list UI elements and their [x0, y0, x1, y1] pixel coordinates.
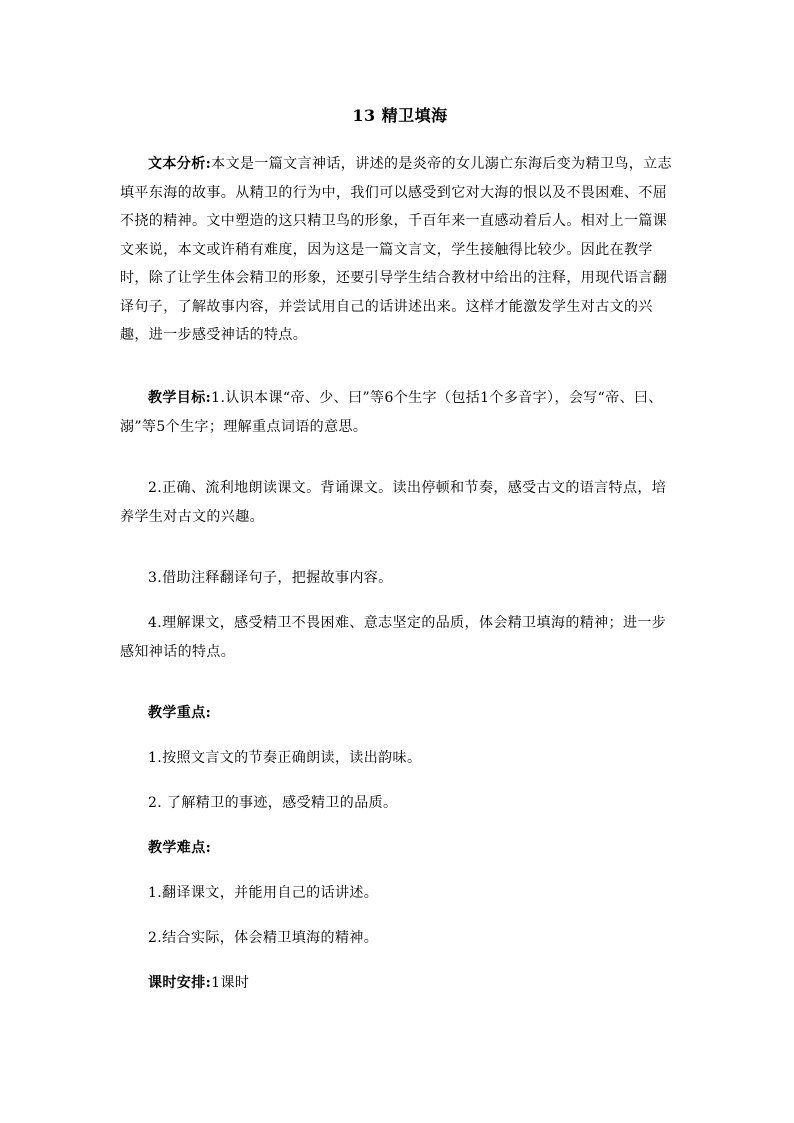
title-text: 精卫填海: [381, 106, 448, 125]
title-number: 13: [352, 106, 376, 125]
schedule-label: 课时安排:: [148, 975, 212, 991]
teaching-goal-3: 3.借助注释翻译句子，把握故事内容。: [148, 570, 393, 586]
page-title: [120, 104, 680, 128]
teaching-goals-label: 教学目标:: [148, 390, 212, 406]
teaching-goals-paragraph: [120, 384, 680, 441]
teaching-goal-4: 4.理解课文，感受精卫不畏困难、意志坚定的品质，体会精卫填海的精神；进一步感知神话的特点。: [120, 615, 667, 660]
teaching-goal-1: 1.认识本课“帝、少、曰”等6个生字（包括1个多音字），会写“帝、曰、溺”等5个生字；理解重点词语的意思。: [120, 390, 663, 435]
difficulties-heading: 教学难点:: [148, 840, 212, 856]
difficulty-1: 1.翻译课文，并能用自己的话讲述。: [148, 885, 379, 901]
key-points-heading: 教学重点:: [148, 705, 212, 721]
teaching-goal-2: 2.正确、流利地朗读课文。背诵课文。读出停顿和节奏，感受古文的语言特点，培养学生对古文的兴趣。: [120, 480, 667, 525]
text-analysis-paragraph: [120, 150, 680, 350]
text-analysis-body: 本文是一篇文言神话，讲述的是炎帝的女儿溺亡东海后变为精卫鸟，立志填平东海的故事。从精卫的行为中，我们可以感受到它对大海的恨以及不畏困难、不屈不挠的精神。文中塑造的这只精卫鸟的形象，千百年来一直感动着后人。相对上一篇课文来说，本文或许稍有难度，因为这是一篇文言文，学生接触得比较少。因此在教学时，除了让学生体会精卫的形象，还要引导学生结合教材中给出的注释，用现代语言翻译句子，了解故事内容，并尝试用自己的话讲述出来。这样才能激发学生对古文的兴趣，进一步感受神话的特点。: [120, 156, 672, 343]
text-analysis-label: 文本分析:: [148, 156, 212, 172]
schedule-value: 1课时: [211, 975, 250, 991]
difficulty-2: 2.结合实际，体会精卫填海的精神。: [148, 930, 379, 946]
key-point-1: 1.按照文言文的节奏正确朗读，读出韵味。: [148, 750, 422, 766]
schedule-paragraph: [120, 969, 680, 998]
key-point-2: 2. 了解精卫的事迹，感受精卫的品质。: [148, 795, 398, 811]
